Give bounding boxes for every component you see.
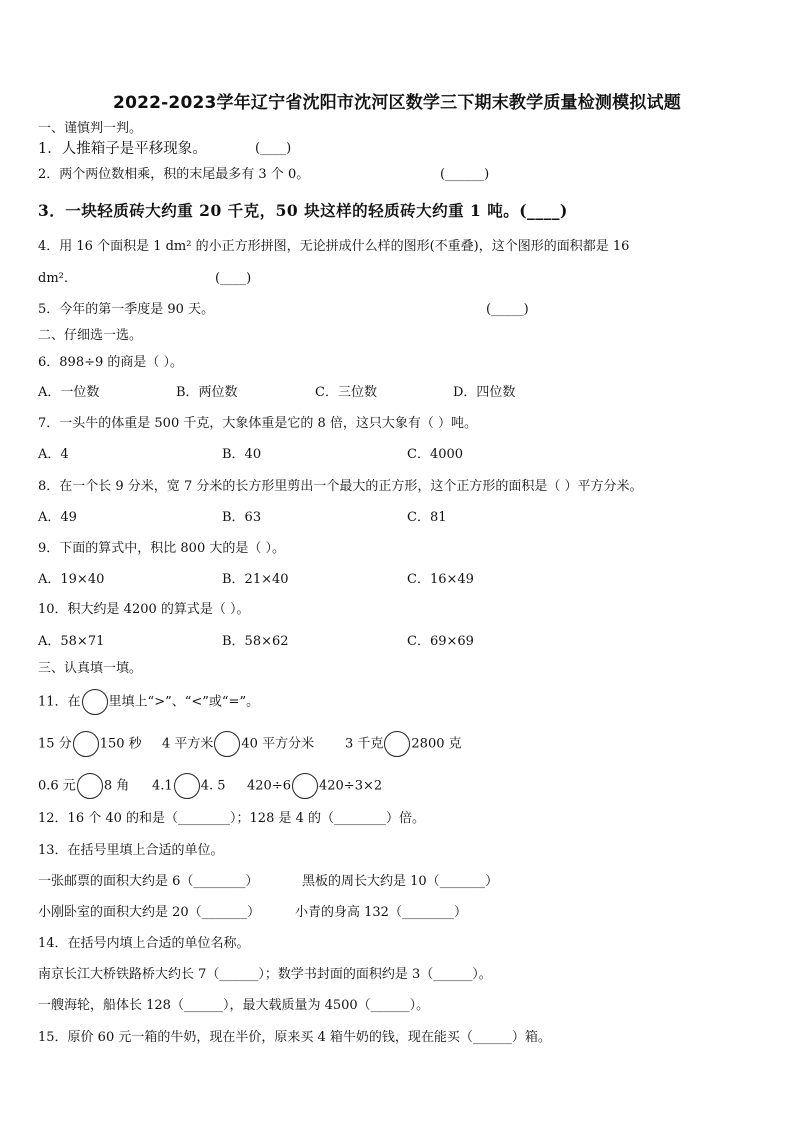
option-8c[interactable]: C．81 (407, 510, 447, 525)
option-7b[interactable]: B．40 (222, 447, 262, 462)
compare-left: 15 分 (38, 736, 72, 752)
compare-circle[interactable] (77, 773, 103, 799)
question-11-prefix: 11．在 (38, 694, 81, 710)
question-3: 3．一块轻质砖大约重 20 千克，50 块这样的轻质砖大约重 1 吨。(____) (38, 201, 568, 220)
question-4-unit: dm². (38, 271, 68, 286)
option-6a[interactable]: A．一位数 (38, 385, 100, 400)
question-13b: 黑板的周长大约是 10（_______） (302, 874, 499, 889)
option-10b[interactable]: B．58×62 (222, 634, 289, 649)
compare-right: 2800 克 (411, 736, 462, 752)
option-6d[interactable]: D．四位数 (453, 385, 516, 400)
compare-circle[interactable] (292, 773, 318, 799)
section-heading-3: 三、认真填一填。 (38, 661, 143, 676)
compare-right: 420÷3×2 (318, 778, 383, 794)
question-14: 14．在括号内填上合适的单位名称。 (38, 936, 250, 951)
question-2: 2．两个两位数相乘，积的末尾最多有 3 个 0。 (38, 167, 310, 182)
compare-left: 4.1 (152, 778, 173, 794)
compare-item-1-2 (162, 731, 314, 757)
compare-item-1-1 (38, 731, 142, 757)
question-13d: 小青的身高 132（________） (295, 905, 467, 920)
compare-circle[interactable] (384, 731, 410, 757)
compare-right: 150 秒 (99, 736, 142, 752)
option-8a[interactable]: A．49 (38, 510, 77, 525)
question-13a: 一张邮票的面积大约是 6（________） (38, 874, 259, 889)
option-8b[interactable]: B．63 (222, 510, 262, 525)
question-15: 15．原价 60 元一箱的牛奶，现在半价，原来买 4 箱牛奶的钱，现在能买（______）箱。 (38, 1030, 551, 1045)
compare-circle[interactable] (214, 731, 240, 757)
question-12: 12．16 个 40 的和是（________）；128 是 4 的（________）倍。 (38, 811, 426, 826)
option-7c[interactable]: C．4000 (407, 447, 464, 462)
question-7: 7．一头牛的体重是 500 千克，大象体重是它的 8 倍，这只大象有（ ）吨。 (38, 416, 478, 431)
question-11-suffix: 里填上“>”、“<”或“=”。 (108, 694, 260, 710)
answer-blank-1[interactable]: (____) (255, 141, 292, 156)
question-10: 10．积大约是 4200 的算式是（ ）。 (38, 602, 250, 617)
compare-left: 4 平方米 (162, 736, 214, 752)
compare-right: 8 角 (103, 778, 130, 794)
question-1: 1．人推箱子是平移现象。 (38, 141, 207, 157)
compare-circle-example (82, 689, 108, 715)
option-7a[interactable]: A．4 (38, 447, 69, 462)
question-5: 5．今年的第一季度是 90 天。 (38, 302, 215, 317)
question-14a: 南京长江大桥铁路桥大约长 7（______）；数学书封面的面积约是 3（______）。 (38, 967, 492, 982)
compare-left: 3 千克 (345, 736, 384, 752)
option-9b[interactable]: B．21×40 (222, 572, 289, 587)
page-title: 2022-2023学年辽宁省沈阳市沈河区数学三下期末教学质量检测模拟试题 (113, 93, 681, 113)
question-6: 6．898÷9 的商是（ ）。 (38, 355, 184, 370)
answer-blank-4[interactable]: (____) (215, 271, 252, 286)
compare-circle[interactable] (73, 731, 99, 757)
compare-right: 40 平方分米 (241, 736, 315, 752)
compare-circle[interactable] (174, 773, 200, 799)
compare-left: 0.6 元 (38, 778, 76, 794)
option-6c[interactable]: C．三位数 (315, 385, 377, 400)
compare-item-2-2 (152, 773, 226, 799)
answer-blank-2[interactable]: (______) (440, 167, 490, 182)
question-8: 8．在一个长 9 分米，宽 7 分米的长方形里剪出一个最大的正方形，这个正方形的面积是（ ）平方分米。 (38, 479, 643, 494)
question-13c: 小刚卧室的面积大约是 20（_______） (38, 905, 261, 920)
question-4: 4．用 16 个面积是 1 dm² 的小正方形拼图，无论拼成什么样的图形(不重叠)，这个图形的面积都是 16 (38, 239, 630, 254)
section-heading-1: 一、谨慎判一判。 (38, 121, 143, 136)
compare-item-2-3 (247, 773, 382, 799)
option-9a[interactable]: A．19×40 (38, 572, 105, 587)
question-14b: 一艘海轮，船体长 128（______），最大载质量为 4500（______）。 (38, 998, 430, 1013)
option-10c[interactable]: C．69×69 (407, 634, 474, 649)
question-13: 13．在括号里填上合适的单位。 (38, 843, 224, 858)
answer-blank-5[interactable]: (_____) (486, 302, 529, 317)
compare-right: 4. 5 (200, 778, 226, 794)
option-6b[interactable]: B．两位数 (176, 385, 238, 400)
question-9: 9．下面的算式中，积比 800 大的是（ ）。 (38, 541, 285, 556)
compare-item-2-1 (38, 773, 129, 799)
compare-item-1-3 (345, 731, 462, 757)
question-11 (38, 689, 259, 715)
option-9c[interactable]: C．16×49 (407, 572, 474, 587)
compare-left: 420÷6 (247, 778, 291, 794)
section-heading-2: 二、仔细选一选。 (38, 328, 143, 343)
option-10a[interactable]: A．58×71 (38, 634, 105, 649)
